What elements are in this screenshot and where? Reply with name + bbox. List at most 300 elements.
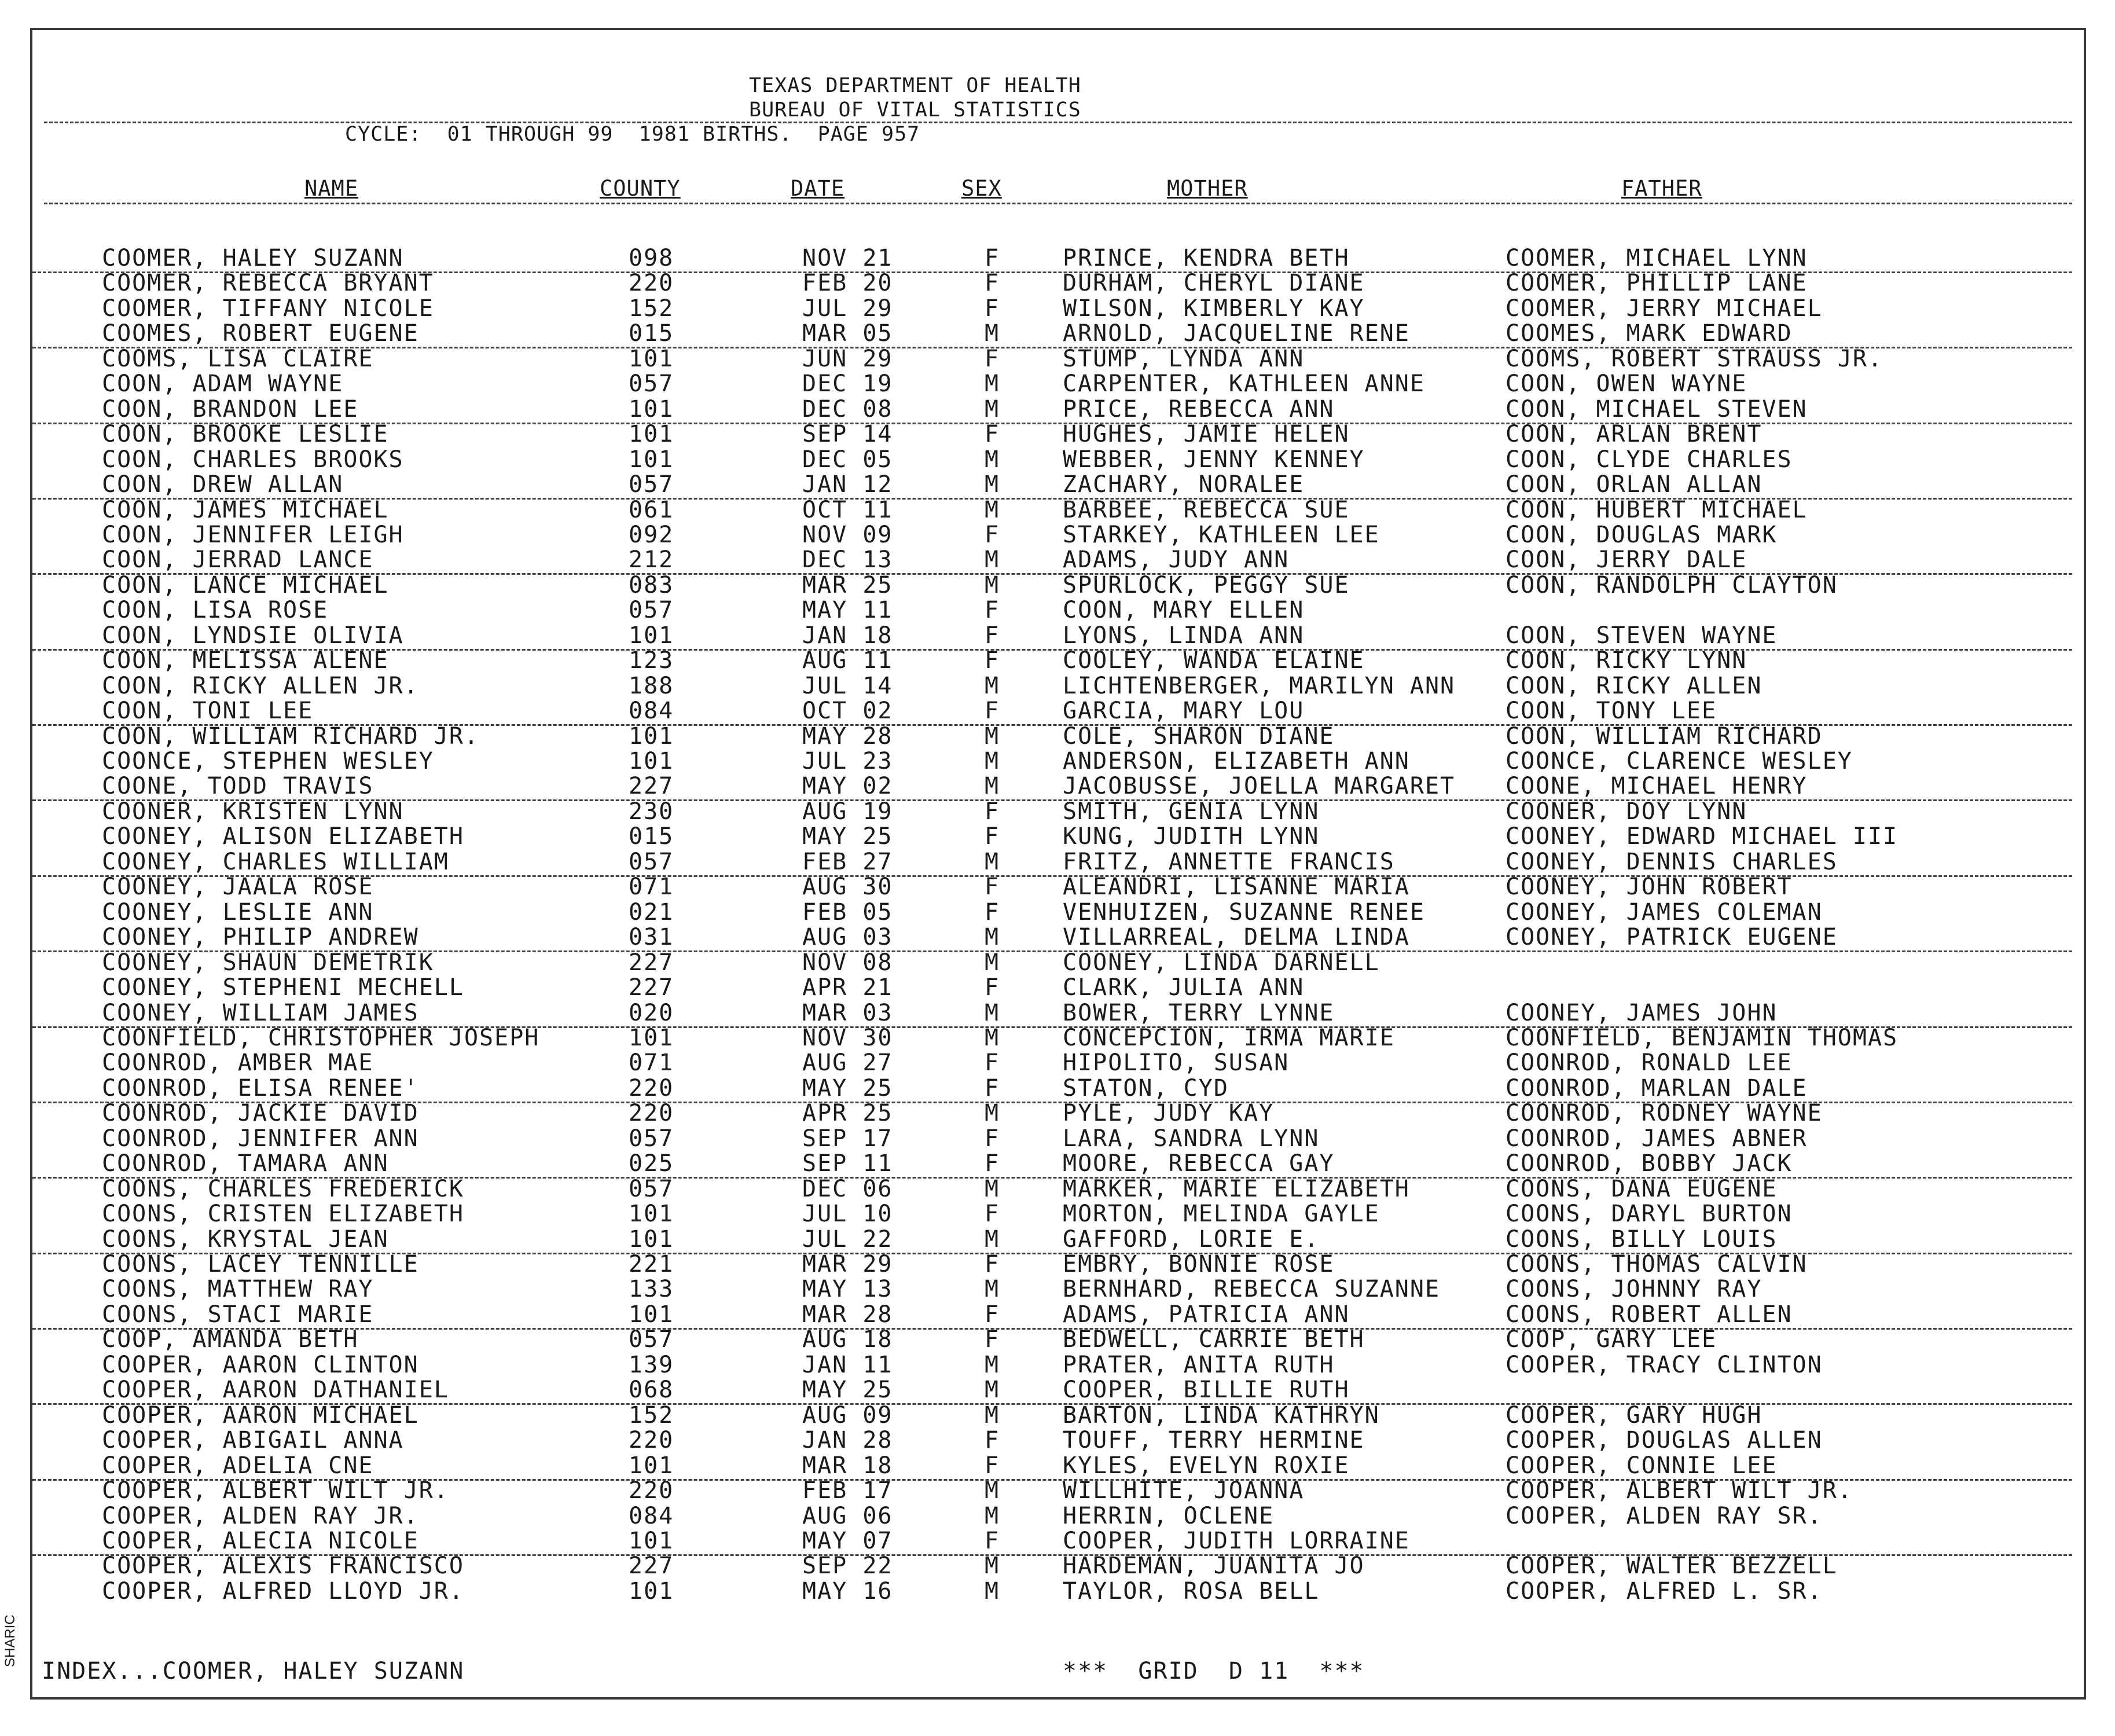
footer-index: INDEX...COOMER, HALEY SUZANN [42,1658,465,1684]
cell-county: 101 [629,1452,674,1479]
cell-father: COOMES, MARK EDWARD [1506,320,1793,347]
cell-mother: ALEANDRI, LISANNE MARIA [1063,873,1410,901]
cell-sex: F [985,345,1000,372]
table-row [32,1151,2084,1176]
cell-county: 057 [629,597,674,624]
cell-mother: HERRIN, OCLENE [1063,1502,1275,1529]
cell-sex: M [985,446,1000,473]
cell-sex: M [985,1553,1000,1580]
cell-mother: BARTON, LINDA KATHRYN [1063,1401,1380,1429]
col-mother: MOTHER [1167,176,1248,201]
cell-date: JAN 11 [802,1351,893,1378]
cell-mother: SMITH, GENIA LYNN [1063,798,1320,825]
cell-date: MAY 16 [802,1577,893,1605]
cell-mother: BOWER, TERRY LYNNE [1063,999,1335,1026]
cell-date: DEC 06 [802,1175,893,1202]
cell-sex: M [985,1276,1000,1303]
table-row [32,748,2084,774]
table-row [32,1201,2084,1227]
cell-county: 015 [629,320,674,347]
cell-mother: BEDWELL, CARRIE BETH [1063,1326,1365,1353]
table-row [32,397,2084,422]
cell-county: 084 [629,1502,674,1529]
cell-county: 220 [629,270,674,297]
cell-sex: M [985,1502,1000,1529]
cell-date: MAR 28 [802,1301,893,1328]
header-title: TEXAS DEPARTMENT OF HEALTH [749,74,1081,97]
cell-father: COONS, ROBERT ALLEN [1506,1301,1793,1328]
cell-name: COON, RICKY ALLEN JR. [102,672,419,699]
cell-sex: M [985,1377,1000,1404]
cell-sex: F [985,1201,1000,1228]
cell-sex: F [985,1049,1000,1077]
cell-father: COON, DOUGLAS MARK [1506,521,1778,548]
cell-date: JAN 28 [802,1427,893,1454]
cell-mother: GAFFORD, LORIE E. [1063,1225,1320,1253]
table-row [32,421,2084,447]
cell-date: APR 21 [802,974,893,1001]
cell-father: COON, WILLIAM RICHARD [1506,722,1823,750]
cell-county: 071 [629,1049,674,1077]
cell-mother: BARBEE, REBECCA SUE [1063,496,1350,523]
cell-mother: HUGHES, JAMIE HELEN [1063,421,1350,448]
cell-name: COOPER, ALBERT WILT JR. [102,1477,449,1504]
cell-father: COONE, MICHAEL HENRY [1506,773,1808,800]
cell-mother: KUNG, JUDITH LYNN [1063,823,1320,850]
cell-county: 057 [629,370,674,398]
cell-sex: M [985,1024,1000,1051]
table-row [32,1453,2084,1478]
cell-date: MAY 25 [802,1074,893,1102]
cell-father: COONROD, BOBBY JACK [1506,1150,1793,1177]
table-row [32,975,2084,1000]
cell-name: COON, BROOKE LESLIE [102,421,389,448]
cell-name: COOMES, ROBERT EUGENE [102,320,419,347]
cell-name: COON, CHARLES BROOKS [102,446,404,473]
header-cycle: CYCLE: 01 THROUGH 99 1981 BIRTHS. PAGE 957 [345,123,920,146]
cell-father: COON, ARLAN BRENT [1506,421,1762,448]
table-row [32,1251,2084,1277]
cell-name: COONS, MATTHEW RAY [102,1276,374,1303]
cell-sex: F [985,1125,1000,1152]
cell-sex: M [985,1577,1000,1605]
cell-date: NOV 08 [802,949,893,976]
table-row [32,245,2084,271]
cell-father: COONEY, JAMES COLEMAN [1506,898,1823,926]
cell-father: COOPER, WALTER BEZZELL [1506,1553,1838,1580]
cell-name: COONEY, STEPHENI MECHELL [102,974,464,1001]
cell-name: COON, JENNIFER LEIGH [102,521,404,548]
cell-sex: F [985,1150,1000,1177]
col-name: NAME [304,176,359,201]
table-row [32,1100,2084,1126]
cell-name: COOMER, REBECCA BRYANT [102,270,434,297]
cell-father: COOPER, ALDEN RAY SR. [1506,1502,1823,1529]
cell-county: 139 [629,1351,674,1378]
cell-name: COON, JAMES MICHAEL [102,496,389,523]
cell-date: NOV 21 [802,245,893,271]
cell-county: 101 [629,1577,674,1605]
cell-father: COOPER, DOUGLAS ALLEN [1506,1427,1823,1454]
cell-father: COOMER, MICHAEL LYNN [1506,245,1808,271]
col-father: FATHER [1621,176,1702,201]
cell-county: 220 [629,1477,674,1504]
table-row [32,874,2084,900]
cell-mother: PRATER, ANITA RUTH [1063,1351,1335,1378]
table-row [32,950,2084,975]
cell-mother: JACOBUSSE, JOELLA MARGARET [1063,773,1456,800]
cell-mother: WILSON, KIMBERLY KAY [1063,295,1365,322]
cell-sex: F [985,1301,1000,1328]
cell-sex: F [985,1452,1000,1479]
cell-father: COON, RICKY LYNN [1506,647,1747,674]
cell-name: COONS, CHARLES FREDERICK [102,1175,464,1202]
cell-name: COONEY, CHARLES WILLIAM [102,848,449,875]
cell-father: COON, RANDOLPH CLAYTON [1506,571,1838,599]
cell-county: 068 [629,1377,674,1404]
document-frame [30,28,2086,1700]
table-row [32,597,2084,623]
cell-date: AUG 03 [802,924,893,951]
cell-name: COONFIELD, CHRISTOPHER JOSEPH [102,1024,540,1051]
cell-date: MAY 02 [802,773,893,800]
cell-mother: MOORE, REBECCA GAY [1063,1150,1335,1177]
cell-date: DEC 05 [802,446,893,473]
cell-county: 101 [629,722,674,750]
cell-sex: F [985,270,1000,297]
table-row [32,572,2084,598]
cell-sex: F [985,245,1000,271]
cell-sex: M [985,1175,1000,1202]
table-row [32,698,2084,724]
cell-name: COOPER, ABIGAIL ANNA [102,1427,404,1454]
cell-sex: F [985,622,1000,649]
cell-county: 212 [629,546,674,574]
cell-date: JUL 10 [802,1201,893,1228]
cell-date: OCT 11 [802,496,893,523]
table-row [32,1126,2084,1151]
table-row [32,522,2084,548]
cell-name: COOPER, ADELIA CNE [102,1452,374,1479]
cell-date: DEC 19 [802,370,893,398]
cell-sex: M [985,672,1000,699]
cell-mother: BERNHARD, REBECCA SUZANNE [1063,1276,1441,1303]
cell-date: JUL 14 [802,672,893,699]
cell-sex: M [985,848,1000,875]
cell-father: COONCE, CLARENCE WESLEY [1506,748,1853,775]
cell-name: COONEY, SHAUN DEMETRIK [102,949,434,976]
cell-county: 061 [629,496,674,523]
cell-sex: M [985,370,1000,398]
table-row [32,1528,2084,1554]
cell-father: COONS, DARYL BURTON [1506,1201,1793,1228]
cell-name: COOPER, ALEXIS FRANCISCO [102,1553,464,1580]
cell-mother: ARNOLD, JACQUELINE RENE [1063,320,1410,347]
table-row [32,924,2084,950]
table-row [32,497,2084,523]
cell-name: COONEY, PHILIP ANDREW [102,924,419,951]
cell-mother: COONEY, LINDA DARNELL [1063,949,1380,976]
table-row [32,1276,2084,1302]
cell-father: COONS, JOHNNY RAY [1506,1276,1762,1303]
cell-date: NOV 09 [802,521,893,548]
header-rule-2 [44,203,2072,204]
table-row [32,1503,2084,1529]
cell-name: COON, BRANDON LEE [102,395,359,423]
cell-sex: F [985,1527,1000,1554]
table-row [32,1000,2084,1026]
cell-father: COONEY, EDWARD MICHAEL III [1506,823,1899,850]
cell-mother: VILLARREAL, DELMA LINDA [1063,924,1410,951]
cell-sex: F [985,798,1000,825]
cell-county: 220 [629,1100,674,1127]
cell-date: FEB 05 [802,898,893,926]
cell-sex: M [985,1225,1000,1253]
cell-date: MAY 28 [802,722,893,750]
cell-mother: LYONS, LINDA ANN [1063,622,1305,649]
table-row [32,1427,2084,1453]
cell-name: COOMER, HALEY SUZANN [102,245,404,271]
cell-county: 057 [629,1125,674,1152]
cell-mother: HARDEMAN, JUANITA JO [1063,1553,1365,1580]
table-row [32,1327,2084,1352]
table-row [32,1227,2084,1252]
cell-date: JUL 23 [802,748,893,775]
cell-sex: F [985,597,1000,624]
cell-name: COONS, STACI MARIE [102,1301,374,1328]
cell-name: COONEY, JAALA ROSE [102,873,374,901]
cell-date: FEB 20 [802,270,893,297]
cell-father: COON, MICHAEL STEVEN [1506,395,1808,423]
cell-mother: STARKEY, KATHLEEN LEE [1063,521,1380,548]
table-row [32,673,2084,699]
cell-date: MAR 25 [802,571,893,599]
cell-county: 057 [629,1175,674,1202]
cell-sex: F [985,1251,1000,1278]
cell-date: JAN 18 [802,622,893,649]
cell-county: 101 [629,1201,674,1228]
table-row [32,1553,2084,1579]
table-row [32,371,2084,397]
cell-father: COON, CLYDE CHARLES [1506,446,1793,473]
cell-sex: F [985,421,1000,448]
cell-mother: MORTON, MELINDA GAYLE [1063,1201,1380,1228]
cell-name: COOPER, ALFRED LLOYD JR. [102,1577,464,1605]
cell-date: MAR 03 [802,999,893,1026]
cell-date: MAR 05 [802,320,893,347]
cell-county: 230 [629,798,674,825]
cell-sex: M [985,496,1000,523]
cell-mother: ZACHARY, NORALEE [1063,471,1305,498]
cell-father: COOP, GARY LEE [1506,1326,1717,1353]
cell-date: AUG 11 [802,647,893,674]
cell-county: 101 [629,395,674,423]
cell-county: 101 [629,1024,674,1051]
cell-mother: LICHTENBERGER, MARILYN ANN [1063,672,1456,699]
cell-date: AUG 09 [802,1401,893,1429]
cell-father: COONROD, MARLAN DALE [1506,1074,1808,1102]
cell-father: COON, STEVEN WAYNE [1506,622,1778,649]
cell-name: COONS, KRYSTAL JEAN [102,1225,389,1253]
cell-name: COONCE, STEPHEN WESLEY [102,748,434,775]
cell-name: COOPER, ALDEN RAY JR. [102,1502,419,1529]
cell-date: AUG 06 [802,1502,893,1529]
cell-county: 101 [629,1225,674,1253]
cell-father: COON, RICKY ALLEN [1506,672,1762,699]
table-row [32,296,2084,321]
cell-date: SEP 14 [802,421,893,448]
cell-father: COON, JERRY DALE [1506,546,1747,574]
cell-mother: COLE, SHARON DIANE [1063,722,1335,750]
table-row [32,849,2084,875]
cell-name: COOP, AMANDA BETH [102,1326,359,1353]
cell-mother: COON, MARY ELLEN [1063,597,1305,624]
cell-father: COOPER, TRACY CLINTON [1506,1351,1823,1378]
cell-father: COONS, DANA EUGENE [1506,1175,1778,1202]
cell-name: COON, MELISSA ALENE [102,647,389,674]
cell-sex: M [985,722,1000,750]
cell-date: SEP 11 [802,1150,893,1177]
cell-sex: M [985,320,1000,347]
cell-name: COOMS, LISA CLAIRE [102,345,374,372]
cell-mother: STATON, CYD [1063,1074,1229,1102]
cell-date: AUG 18 [802,1326,893,1353]
cell-father: COONEY, PATRICK EUGENE [1506,924,1838,951]
cell-name: COONEY, WILLIAM JAMES [102,999,419,1026]
table-row [32,1050,2084,1076]
cell-name: COOPER, AARON DATHANIEL [102,1377,449,1404]
cell-name: COON, DREW ALLAN [102,471,344,498]
cell-name: COONS, LACEY TENNILLE [102,1251,419,1278]
cell-name: COONE, TODD TRAVIS [102,773,374,800]
cell-mother: PRINCE, KENDRA BETH [1063,245,1350,271]
cell-sex: M [985,773,1000,800]
cell-sex: F [985,823,1000,850]
cell-mother: PYLE, JUDY KAY [1063,1100,1275,1127]
cell-father: COON, TONY LEE [1506,698,1717,725]
cell-name: COONEY, ALISON ELIZABETH [102,823,464,850]
cell-mother: DURHAM, CHERYL DIANE [1063,270,1365,297]
cell-name: COONER, KRISTEN LYNN [102,798,404,825]
cell-father: COOMER, PHILLIP LANE [1506,270,1808,297]
cell-date: MAY 25 [802,1377,893,1404]
cell-county: 188 [629,672,674,699]
cell-father: COONS, BILLY LOUIS [1506,1225,1778,1253]
cell-sex: F [985,974,1000,1001]
table-row [32,270,2084,296]
cell-father: COONFIELD, BENJAMIN THOMAS [1506,1024,1899,1051]
cell-county: 031 [629,924,674,951]
cell-mother: MARKER, MARIE ELIZABETH [1063,1175,1410,1202]
table-row [32,321,2084,346]
cell-mother: VENHUIZEN, SUZANNE RENEE [1063,898,1425,926]
cell-date: DEC 13 [802,546,893,574]
cell-name: COONROD, JACKIE DAVID [102,1100,419,1127]
cell-county: 133 [629,1276,674,1303]
table-row [32,1478,2084,1503]
cell-mother: STUMP, LYNDA ANN [1063,345,1305,372]
cell-county: 025 [629,1150,674,1177]
table-row [32,1176,2084,1202]
cell-date: AUG 19 [802,798,893,825]
cell-name: COON, LISA ROSE [102,597,329,624]
header-bureau: BUREAU OF VITAL STATISTICS [749,98,1081,122]
cell-date: AUG 30 [802,873,893,901]
cell-father: COOPER, ALBERT WILT JR. [1506,1477,1853,1504]
cell-date: FEB 27 [802,848,893,875]
cell-mother: CLARK, JULIA ANN [1063,974,1305,1001]
table-row [32,799,2084,824]
col-date: DATE [791,176,845,201]
cell-mother: SPURLOCK, PEGGY SUE [1063,571,1350,599]
cell-sex: M [985,924,1000,951]
cell-date: DEC 08 [802,395,893,423]
cell-county: 101 [629,1527,674,1554]
cell-date: MAY 07 [802,1527,893,1554]
cell-mother: GARCIA, MARY LOU [1063,698,1305,725]
cell-sex: F [985,873,1000,901]
cell-sex: M [985,748,1000,775]
cell-county: 101 [629,446,674,473]
cell-county: 071 [629,873,674,901]
cell-father: COONROD, RODNEY WAYNE [1506,1100,1823,1127]
cell-mother: COOLEY, WANDA ELAINE [1063,647,1365,674]
table-row [32,547,2084,572]
cell-sex: M [985,1351,1000,1378]
cell-mother: TAYLOR, ROSA BELL [1063,1577,1320,1605]
cell-name: COONROD, JENNIFER ANN [102,1125,419,1152]
cell-county: 221 [629,1251,674,1278]
cell-mother: ADAMS, JUDY ANN [1063,546,1290,574]
table-row [32,346,2084,372]
cell-date: JUL 22 [802,1225,893,1253]
cell-county: 057 [629,471,674,498]
col-sex: SEX [961,176,1002,201]
cell-sex: M [985,546,1000,574]
cell-date: JAN 12 [802,471,893,498]
cell-county: 227 [629,974,674,1001]
cell-mother: TOUFF, TERRY HERMINE [1063,1427,1365,1454]
cell-father: COON, HUBERT MICHAEL [1506,496,1808,523]
cell-county: 220 [629,1427,674,1454]
table-row [32,648,2084,673]
table-row [32,724,2084,749]
cell-county: 020 [629,999,674,1026]
cell-county: 101 [629,748,674,775]
table-row [32,773,2084,799]
cell-county: 227 [629,949,674,976]
cell-county: 227 [629,773,674,800]
cell-sex: F [985,698,1000,725]
cell-date: FEB 17 [802,1477,893,1504]
cell-county: 101 [629,622,674,649]
cell-date: SEP 22 [802,1553,893,1580]
cell-mother: HIPOLITO, SUSAN [1063,1049,1290,1077]
cell-name: COOPER, ALECIA NICOLE [102,1527,419,1554]
cell-name: COONROD, TAMARA ANN [102,1150,389,1177]
cell-sex: M [985,571,1000,599]
side-label: SHARIC [2,1614,18,1667]
cell-sex: F [985,521,1000,548]
table-row [32,1403,2084,1428]
cell-county: 015 [629,823,674,850]
cell-county: 084 [629,698,674,725]
cell-sex: F [985,1427,1000,1454]
cell-sex: F [985,647,1000,674]
cell-sex: M [985,395,1000,423]
cell-mother: CARPENTER, KATHLEEN ANNE [1063,370,1425,398]
cell-county: 101 [629,421,674,448]
